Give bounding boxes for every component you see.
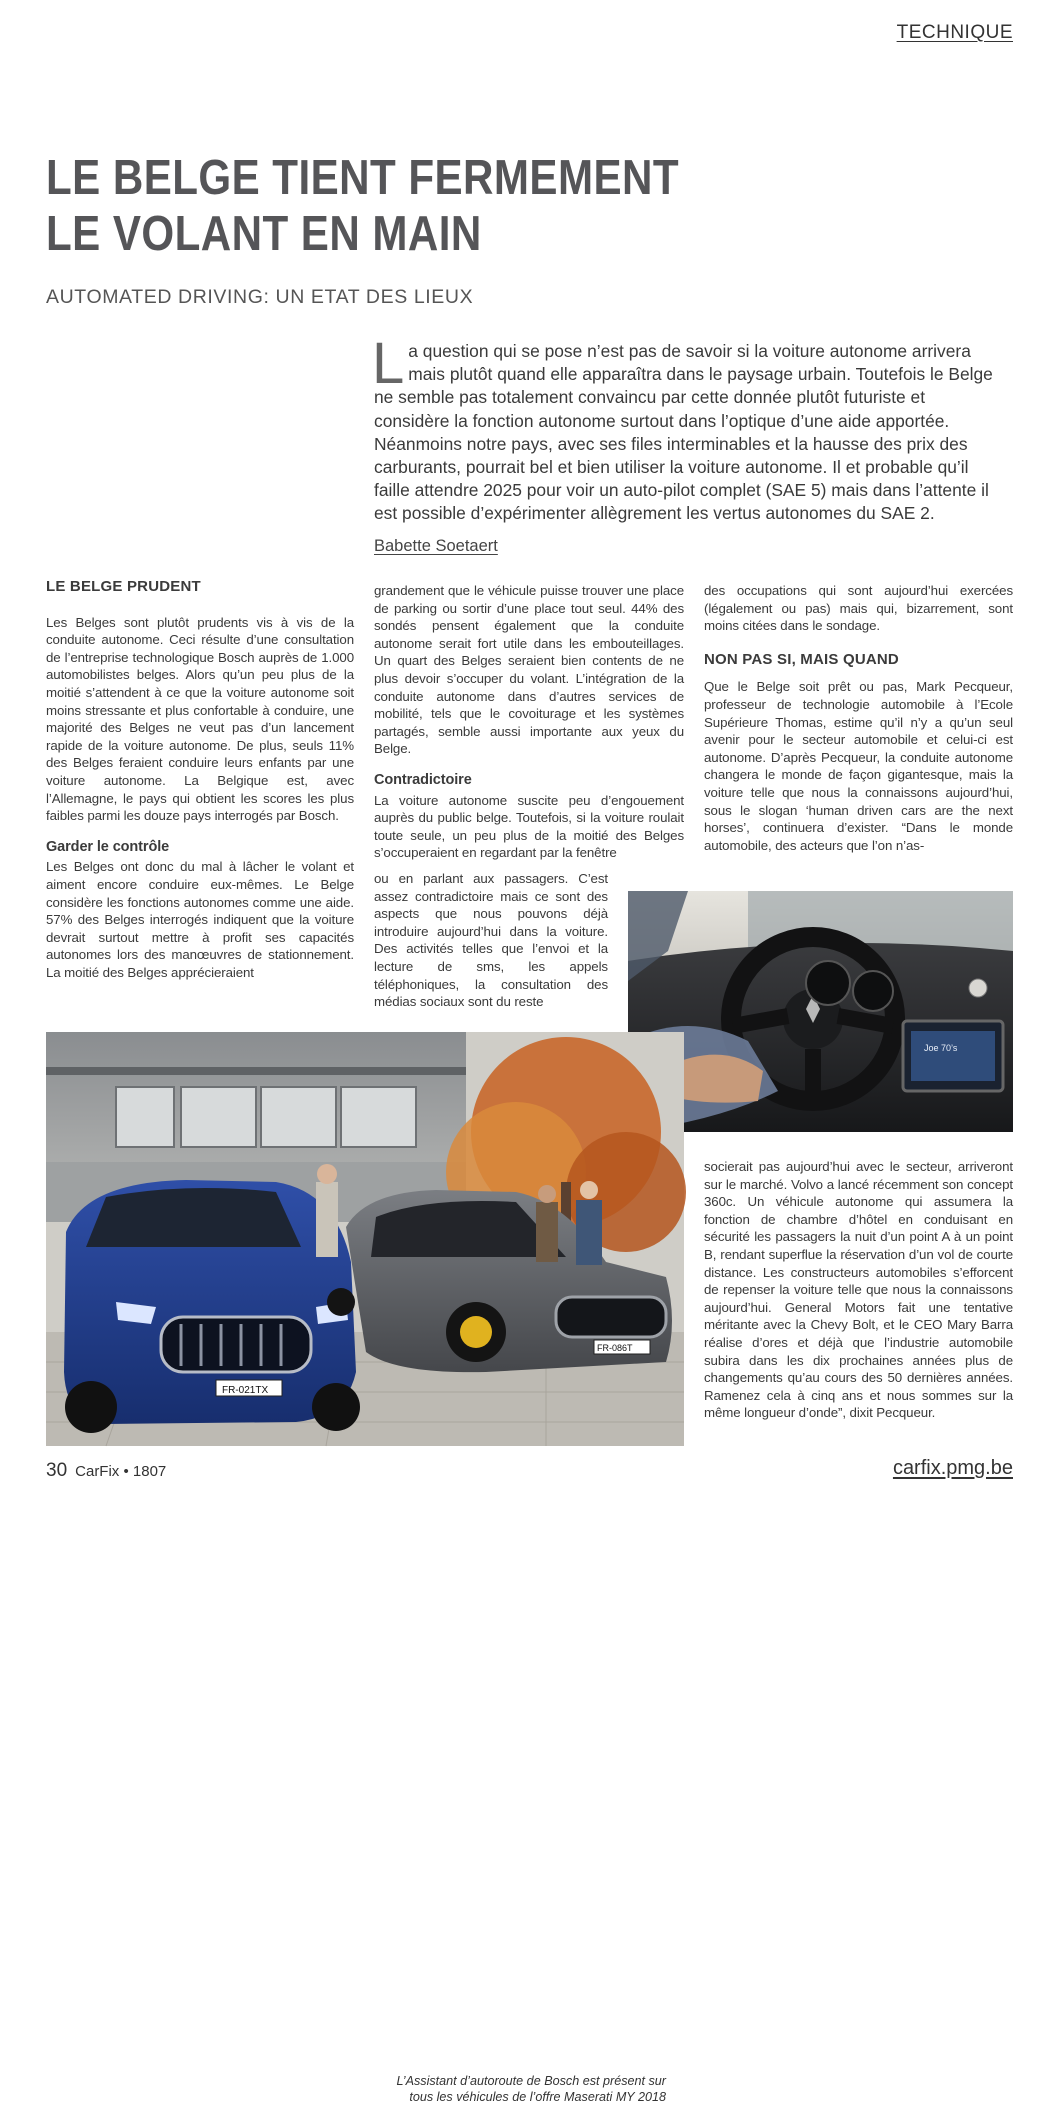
screen-text: Joe 70’s [924,1043,958,1053]
column-3 [704,582,1013,854]
parking-illustration [46,1032,684,1446]
title-line-2: LE VOLANT EN MAIN [46,207,482,261]
plate-grey: FR-086T [597,1343,633,1353]
section-tag: TECHNIQUE [896,22,1013,43]
car-interior-illustration [628,891,1013,1132]
column-2 [374,582,684,862]
author-byline: Babette Soetaert [374,537,498,555]
photo-car-interior [628,891,1013,1132]
col4-paragraph-1: socierait pas aujourd’hui avec le secteur, arriveront sur le marché. Volvo a lancé récemment son concept 360c. Un véhicule autonome qui assumera la fonction de chambre d’hôtel en conduisant en sécurité les passagers la nuit d’un point A à un point B, rendant superflue la réservation d’un vol de courte distance. Les constructeurs automobiles s’efforcent de repenser la voiture telle que nous la connaissons aujourd’hui. General Motors fait une tentative méritante avec la Chevy Bolt, et le CEO Mary Barra réalise d’ores et déjà que l’industrie automobile subira dans les dix prochaines années plus de changements qu’au cours des 50 dernières années. Ramenez cela à cinq ans et nous sommes sur la même longueur d’onde”, dixit Pecqueur. [704,1159,1013,1421]
intro-paragraph [372,331,1004,526]
subheading-contradictoire: Contradictoire [374,771,472,788]
col2-paragraph-3: ou en parlant aux passagers. C’est assez contradictoire mais ce sont des aspects que nous pouvons déjà introduire aujourd’hui dans la voiture. Des activités telles que l’envoi et la lecture de sms, les appels téléphoniques, la consultation des médias sociaux sont du reste [374,871,608,1010]
dropcap: L [372,331,405,396]
col2-paragraph-2: La voiture autonome suscite peu d’engouement auprès du public belge. Toutefois, si la voiture roulait toute seule, un peu plus de la moitié des Belges s’occuperaient en regardant par la fenêtre [374,792,684,861]
website-link[interactable]: carfix.pmg.be [892,1457,1013,1479]
col3-paragraph-2: Que le Belge soit prêt ou pas, Mark Pecqueur, professeur de technologie automobile à l’Ecole Supérieure Thomas, estime qu’il n’y a qu’un seul avenir pour le secteur automobile et celui-ci est autonome. D’après Pecqueur, la conduite autonome changera le monde de façon gigantesque, mais la voiture telle que nous la connaissons aujourd’hui, sous le slogan ‘human driven cars are the next horses’, continuera d’exister. “Dans le monde automobile, des acteurs que l’on n’as- [704,679,1013,853]
magazine-issue: CarFix • 1807 [75,1463,167,1480]
article-title [46,150,680,262]
col2-paragraph-1: grandement que le véhicule puisse trouver une place de parking ou sortir d’une place tout seul. 44% des sondés pensent également que la conduite autonome serait fort utile dans les embouteillages. Un quart des Belges seraient bien contents de ne plus devoir s’occuper du volant. L’intégration de la conduite autonome dans d’autres services de mobilité, tels que le covoiturage et les systèmes partagés, semble aussi importante aux yeux du Belge. [374,583,684,757]
page-footer-left [46,1460,166,1482]
heading-non-pas-si: NON PAS SI, MAIS QUAND [704,650,899,668]
plate-blue: FR-021TX [222,1385,269,1396]
title-line-1: LE BELGE TIENT FERMEMENT [46,151,680,205]
col1-paragraph-2: Les Belges ont donc du mal à lâcher le volant et aiment encore conduire eux-mêmes. Le Belge considère les fonctions autonomes comme une aide. 57% des Belges interrogés indiquent que la voiture devrait surtout mettre à profit ses capacités autonomes lors des manœuvres de stationnement. La moitié des Belges apprécieraient [46,859,354,980]
page-number: 30 [46,1460,68,1481]
heading-belge-prudent: LE BELGE PRUDENT [46,578,201,595]
column-4 [704,1158,1013,1422]
article-subtitle: AUTOMATED DRIVING: UN ETAT DES LIEUX [46,286,474,308]
col3-paragraph-1: des occupations qui sont aujourd’hui exercées (légalement ou pas) mais qui, bizarrement, sont moins citées dans le sondage. [704,583,1013,634]
column-1 [46,578,354,981]
intro-text: a question qui se pose n’est pas de savoir si la voiture autonome arrivera mais plutôt quand elle apparaîtra dans le paysage urbain. Toutefois le Belge ne semble pas totalement convaincu par cette donnée plutôt futuriste et considère la fonction autonome surtout dans l’optique d’une aide apportée. Néanmoins notre pays, avec ses files interminables et la hausse des prix des carburants, pourrait bel et bien utiliser la voiture autonome. Il et probable qu’il faille attendre 2025 pour voir un auto-pilot complet (SAE 5) mais dans l’attente il est possible d’expérimenter allègrement les vertus autonomes du SAE 2. [374,341,993,524]
column-2-narrow [374,870,608,1011]
col1-paragraph-1: Les Belges sont plutôt prudents vis à vis de la conduite autonome. Ceci résulte d’une consultation de l’entreprise technologique Bosch auprès de 1.000 automobilistes belges. Alors qu’un peu plus de la moitié s’attendent à ce que la voiture autonome soit moins stressante et plus confortable à conduire, une majorité des Belges ne veut pas d’un lancement rapide de la voiture autonome. De plus, seuls 11% des Belges feraient conduire leurs enfants par une voiture autonome. La Belgique est, avec l’Allemagne, le pays qui obtient les scores les plus faibles parmi les douze pays interrogés par Bosch. [46,614,354,824]
subheading-garder-controle: Garder le contrôle [46,838,170,855]
photo-caption: L’Assistant d’autoroute de Bosch est présent sur tous les véhicules de l’offre Maserati MY 2018 [364,2068,672,2111]
